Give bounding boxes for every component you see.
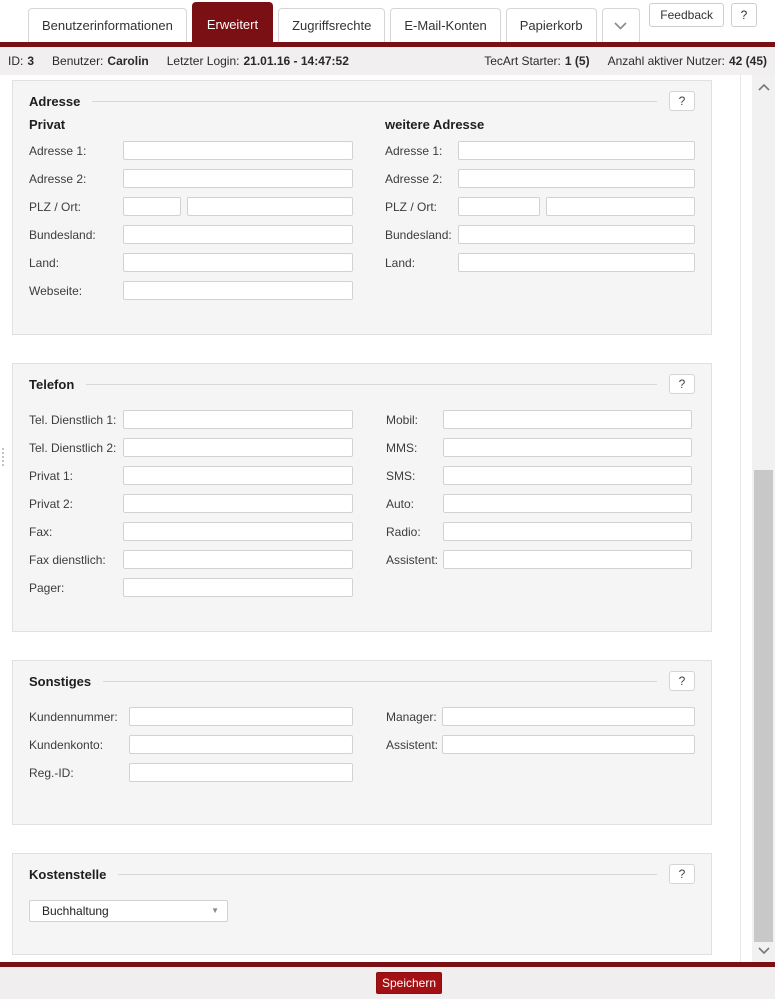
window-help-button[interactable]: ?	[731, 3, 757, 27]
sms-label: SMS:	[386, 468, 416, 483]
form-row-assistent	[386, 550, 695, 569]
mms-input[interactable]	[443, 438, 692, 457]
fax-label: Fax:	[29, 524, 53, 539]
land-label: Land:	[385, 255, 416, 270]
form-row-manager	[386, 707, 695, 726]
sonstiges-section-header	[29, 671, 695, 691]
assistent-input[interactable]	[443, 550, 692, 569]
splitter-grip-handle[interactable]	[2, 448, 4, 466]
content-scroll-divider	[740, 75, 741, 962]
kostenstelle-help-button[interactable]: ?	[669, 864, 695, 884]
bundesland-input[interactable]	[458, 225, 695, 244]
footer-strip	[0, 967, 775, 999]
form-row-sms	[386, 466, 695, 485]
adresse-weitere-column	[385, 111, 695, 309]
form-row-land	[29, 253, 385, 272]
tel-dienstlich-1-label: Tel. Dienstlich 1:	[29, 412, 117, 427]
mms-label: MMS:	[386, 440, 418, 455]
sonstiges-section-title: Sonstiges	[29, 673, 92, 689]
adresse-1-label: Adresse 1:	[29, 143, 87, 158]
form-row-plz-ort	[29, 197, 385, 216]
tel-dienstlich-1-input[interactable]	[123, 410, 353, 429]
land-label: Land:	[29, 255, 60, 270]
status-benutzer: Benutzer: Carolin	[52, 54, 149, 68]
sonstiges-help-button[interactable]: ?	[669, 671, 695, 691]
form-row-pager	[29, 578, 386, 597]
status-letzter-login: Letzter Login: 21.01.16 - 14:47:52	[166, 54, 349, 68]
plz-ort-input-2[interactable]	[187, 197, 353, 216]
form-row-auto	[386, 494, 695, 513]
bundesland-label: Bundesland:	[385, 227, 452, 242]
telefon-right-column	[386, 410, 695, 606]
status-id: ID: 3	[8, 54, 35, 68]
telefon-columns	[29, 410, 695, 606]
adresse-1-input[interactable]	[123, 141, 353, 160]
sonstiges-columns	[29, 707, 695, 791]
assistent-label: Assistent:	[386, 737, 439, 752]
scroll-up-button[interactable]	[752, 79, 775, 95]
chevron-down-icon	[758, 941, 770, 959]
tab-header-bar	[0, 0, 775, 47]
section-kostenstelle	[12, 853, 712, 955]
adresse-help-button[interactable]: ?	[669, 91, 695, 111]
save-button[interactable]: Speichern	[376, 972, 442, 994]
privat-1-input[interactable]	[123, 466, 353, 485]
kostenstelle-select[interactable]	[29, 900, 228, 922]
section-divider-line	[86, 384, 657, 385]
mobil-input[interactable]	[443, 410, 692, 429]
auto-label: Auto:	[386, 496, 415, 511]
form-row-adresse-2	[385, 169, 695, 188]
kundennummer-label: Kundennummer:	[29, 709, 118, 724]
triangle-down-icon: ▼	[211, 906, 219, 915]
manager-input[interactable]	[442, 707, 695, 726]
form-row-webseite	[29, 281, 385, 300]
footer-bar	[0, 962, 775, 999]
adresse-privat-column	[29, 111, 385, 309]
tab-bar	[28, 0, 640, 42]
section-adresse	[12, 80, 712, 335]
privat-2-label: Privat 2:	[29, 496, 74, 511]
weitere-adresse-heading: weitere Adresse	[385, 117, 485, 132]
form-row-tel-dienstlich-2	[29, 438, 386, 457]
tab-papierkorb[interactable]: Papierkorb	[506, 8, 597, 42]
chevron-down-icon	[614, 18, 627, 33]
top-actions	[649, 3, 757, 27]
kostenstelle-selected-value: Buchhaltung	[42, 904, 109, 918]
bundesland-label: Bundesland:	[29, 227, 96, 242]
adresse-section-header	[29, 91, 695, 111]
status-anzahl-aktiver-nutzer: Anzahl aktiver Nutzer: 42 (45)	[607, 54, 767, 68]
section-divider-line	[118, 874, 657, 875]
form-row-privat-2	[29, 494, 386, 513]
section-telefon	[12, 363, 712, 632]
plz-ort-label: PLZ / Ort:	[29, 199, 82, 214]
plz-ort-input-1[interactable]	[123, 197, 181, 216]
accent-bar-top	[0, 42, 775, 47]
kostenstelle-section-title: Kostenstelle	[29, 866, 107, 882]
radio-input[interactable]	[443, 522, 692, 541]
content-area	[0, 75, 740, 962]
radio-label: Radio:	[386, 524, 421, 539]
auto-input[interactable]	[443, 494, 692, 513]
adresse-1-input[interactable]	[458, 141, 695, 160]
land-input[interactable]	[458, 253, 695, 272]
status-left-group	[8, 54, 349, 68]
more-tabs-button[interactable]	[602, 8, 640, 42]
form-row-tel-dienstlich-1	[29, 410, 386, 429]
telefon-help-button[interactable]: ?	[669, 374, 695, 394]
plz-ort-input-1[interactable]	[458, 197, 540, 216]
land-input[interactable]	[123, 253, 353, 272]
reg-id-input[interactable]	[129, 763, 353, 782]
kundenkonto-label: Kundenkonto:	[29, 737, 104, 752]
section-divider-line	[92, 101, 657, 102]
kostenstelle-section-header	[29, 864, 695, 884]
feedback-button[interactable]: Feedback	[649, 3, 724, 27]
form-row-bundesland	[29, 225, 385, 244]
status-right-group	[484, 54, 767, 68]
fax-dienstlich-label: Fax dienstlich:	[29, 552, 106, 567]
form-row-reg-id	[29, 763, 386, 782]
form-row-mobil	[386, 410, 695, 429]
form-row-land	[385, 253, 695, 272]
privat-1-label: Privat 1:	[29, 468, 74, 483]
tab-e-mail-konten[interactable]: E-Mail-Konten	[390, 8, 500, 42]
bundesland-input[interactable]	[123, 225, 353, 244]
kundenkonto-input[interactable]	[129, 735, 353, 754]
adresse-section-title: Adresse	[29, 93, 81, 109]
form-row-kundennummer	[29, 707, 386, 726]
webseite-label: Webseite:	[29, 283, 83, 298]
chevron-up-icon	[758, 78, 770, 96]
tel-dienstlich-2-label: Tel. Dienstlich 2:	[29, 440, 117, 455]
tab-benutzerinformationen[interactable]: Benutzerinformationen	[28, 8, 187, 42]
scrollbar-thumb[interactable]	[754, 470, 773, 942]
mobil-label: Mobil:	[386, 412, 419, 427]
form-row-radio	[386, 522, 695, 541]
fax-dienstlich-input[interactable]	[123, 550, 353, 569]
tab-erweitert[interactable]: Erweitert	[192, 2, 273, 47]
section-divider-line	[103, 681, 657, 682]
telefon-left-column	[29, 410, 386, 606]
section-sonstiges	[12, 660, 712, 825]
privat-2-input[interactable]	[123, 494, 353, 513]
plz-ort-input-2[interactable]	[546, 197, 695, 216]
pager-input[interactable]	[123, 578, 353, 597]
assistent-input[interactable]	[442, 735, 695, 754]
adresse-2-label: Adresse 2:	[29, 171, 87, 186]
telefon-section-header	[29, 374, 695, 394]
adresse-1-label: Adresse 1:	[385, 143, 443, 158]
pager-label: Pager:	[29, 580, 65, 595]
sms-input[interactable]	[443, 466, 692, 485]
plz-ort-label: PLZ / Ort:	[385, 199, 438, 214]
form-row-fax-dienstlich	[29, 550, 386, 569]
form-row-adresse-1	[385, 141, 695, 160]
form-row-privat-1	[29, 466, 386, 485]
form-row-fax	[29, 522, 386, 541]
form-row-mms	[386, 438, 695, 457]
manager-label: Manager:	[386, 709, 437, 724]
tab-zugriffsrechte[interactable]: Zugriffsrechte	[278, 8, 385, 42]
adresse-2-input[interactable]	[458, 169, 695, 188]
kundennummer-input[interactable]	[129, 707, 353, 726]
adresse-2-input[interactable]	[123, 169, 353, 188]
sonstiges-right-column	[386, 707, 695, 791]
form-row-plz-ort	[385, 197, 695, 216]
privat-heading: Privat	[29, 117, 66, 132]
status-tecart-starter: TecArt Starter: 1 (5)	[484, 54, 590, 68]
scroll-down-button[interactable]	[752, 942, 775, 958]
tel-dienstlich-2-input[interactable]	[123, 438, 353, 457]
assistent-label: Assistent:	[386, 552, 439, 567]
form-row-bundesland	[385, 225, 695, 244]
form-row-kundenkonto	[29, 735, 386, 754]
adresse-2-label: Adresse 2:	[385, 171, 443, 186]
form-row-adresse-2	[29, 169, 385, 188]
webseite-input[interactable]	[123, 281, 353, 300]
form-row-adresse-1	[29, 141, 385, 160]
form-row-assistent	[386, 735, 695, 754]
vertical-scrollbar[interactable]	[752, 75, 775, 962]
status-bar	[0, 47, 775, 75]
adresse-columns	[29, 111, 695, 309]
sonstiges-left-column	[29, 707, 386, 791]
fax-input[interactable]	[123, 522, 353, 541]
telefon-section-title: Telefon	[29, 376, 75, 392]
reg-id-label: Reg.-ID:	[29, 765, 74, 780]
